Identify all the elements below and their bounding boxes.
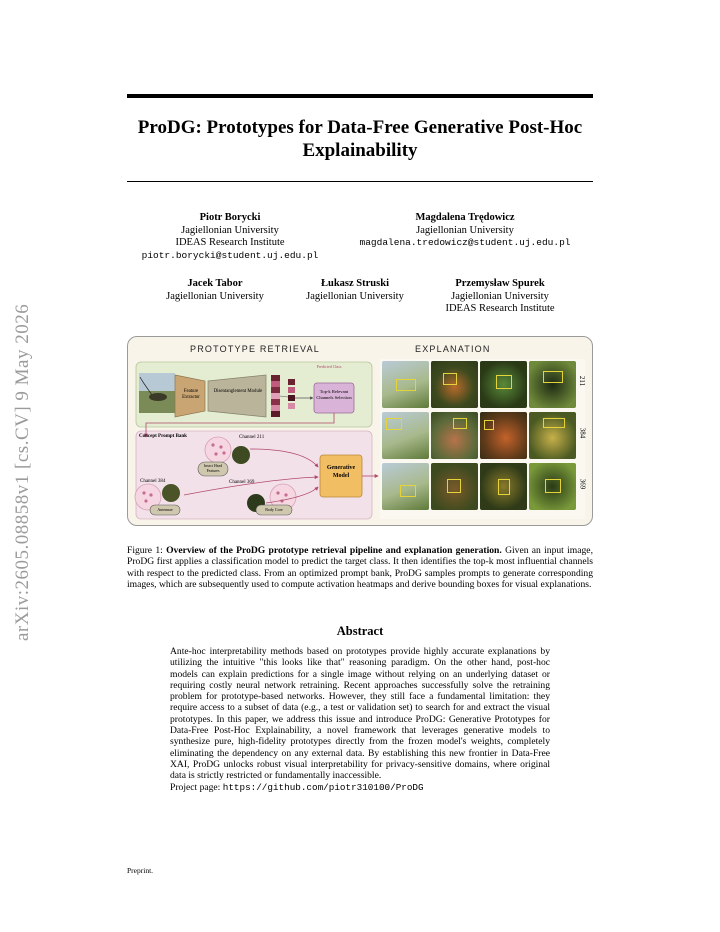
arxiv-stamp: arXiv:2605.08858v1 [cs.CV] 9 May 2026 — [12, 303, 33, 641]
figure-pipeline — [127, 336, 593, 526]
abstract-text: Ante-hoc interpretability methods based on prototypes provide highly accurate explanations by utilizing the intuitive "this looks like that" reasoning paradigm. On the other hand, post-hoc models can explain predictions for a single image without relying on an underlying dataset or requiring costly neural network retraining. Recent approaches successfully solve the retraining problem for prototype-based networks. However, they still face a fundamental limitation: they require access to a subset of data (e.g., a test or validation set) to search for and extract the visual prototypes. In this paper, we address this issue and introduce ProDG: Generative Prototypes for Data-Free Post-Hoc Explainability, a novel framework that leverages generative models to synthesize pure, high-fidelity prototypes directly from the frozen model's weights, completely eliminating the dependency on any external data. By establishing this new frontier in Data-Free XAI, ProDG unlocks robust visual interpretability for privacy-sensitive domains, where original data is strictly restricted or fundamentally inaccessible. — [170, 646, 550, 782]
paper-title: ProDG: Prototypes for Data-Free Generative Post-Hoc Explainability — [137, 117, 583, 161]
explanation-image — [382, 463, 429, 510]
concept-369-label: Body Core — [265, 507, 283, 512]
explanation-image — [529, 361, 576, 408]
author-name: Jacek Tabor — [187, 278, 243, 289]
project-link[interactable]: https://github.com/piotr310100/ProDG — [222, 781, 424, 793]
author-tabor — [150, 278, 280, 303]
explanation-image — [480, 412, 527, 459]
predicted-class-label: Predicted Class — [316, 364, 342, 369]
author-affiliation: Jagiellonian University — [306, 290, 404, 302]
title-rule-top — [127, 94, 593, 98]
channel-384-label: Channel 384 — [140, 479, 166, 484]
topk-label: Top-k Relevant Channels Selection — [316, 389, 352, 400]
abstract-body — [170, 646, 550, 793]
author-affiliation: Jagiellonian University — [451, 290, 549, 302]
explanation-image — [529, 412, 576, 459]
explanation-header: EXPLANATION — [415, 344, 491, 354]
explanation-image — [480, 361, 527, 408]
generative-model-label: Generative Model — [326, 465, 356, 479]
abstract-heading: Abstract — [336, 624, 384, 638]
caption-text: Given an input image, ProDG first applies a classification model to predict the target class. It then identifies the top-k most influential channels with respect to the predicted class. From an optimized prompt bank, ProDG samples prompts to generate corresponding images, which are subsequently used to compute activation heatmaps and derive bounding boxes for visual explanations. — [127, 545, 593, 590]
channel-369-label: Channel 369 — [229, 480, 255, 485]
concept-384-label: Antennae — [157, 507, 173, 512]
caption-bold: Overview of the ProDG prototype retrieval pipeline and explanation generation. — [166, 545, 502, 556]
explanation-image — [382, 361, 429, 408]
prototype-retrieval-header: PROTOTYPE RETRIEVAL — [190, 344, 320, 354]
author-struski — [290, 278, 420, 303]
author-name: Przemysław Spurek — [455, 278, 545, 289]
explanation-image — [431, 463, 478, 510]
figure-caption — [127, 545, 593, 590]
footer-preprint: Preprint. — [127, 866, 154, 875]
explanation-image — [480, 463, 527, 510]
explanation-image — [431, 361, 478, 408]
explanation-image — [382, 412, 429, 459]
disentanglement-label: Disentanglement Module — [213, 389, 263, 394]
author-borycki — [130, 212, 330, 262]
explanation-image — [529, 463, 576, 510]
project-label: Project page: — [170, 781, 223, 793]
explanation-image — [431, 412, 478, 459]
author-affiliation: Jagiellonian University — [181, 224, 279, 236]
author-name: Piotr Borycki — [199, 212, 261, 223]
row-label: 369 — [578, 478, 587, 490]
title-rule-bottom — [127, 181, 593, 182]
row-label: 384 — [578, 427, 587, 439]
channel-211-label: Channel 211 — [239, 435, 265, 440]
bank-title: Concept Prompt Bank — [139, 434, 187, 439]
row-label: 211 — [578, 375, 587, 387]
caption-label: Figure 1: — [127, 545, 163, 556]
concept-211-label: Insect Head Features — [203, 464, 223, 473]
feature-vector — [271, 375, 280, 417]
feature-extractor-label: Feature Extractor — [182, 389, 200, 400]
author-email[interactable]: magdalena.tredowicz@student.uj.edu.pl — [359, 237, 571, 248]
author-spurek — [430, 278, 570, 316]
author-name: Magdalena Trędowicz — [415, 212, 515, 223]
author-name: Łukasz Struski — [321, 278, 389, 289]
author-email[interactable]: piotr.borycki@student.uj.edu.pl — [141, 249, 319, 261]
author-affiliation: IDEAS Research Institute — [445, 303, 555, 314]
author-tredowicz — [346, 212, 584, 250]
author-affiliation: Jagiellonian University — [416, 224, 514, 236]
author-affiliation: Jagiellonian University — [166, 290, 264, 302]
disentanglement-block — [208, 375, 266, 417]
author-affiliation: IDEAS Research Institute — [175, 237, 285, 248]
